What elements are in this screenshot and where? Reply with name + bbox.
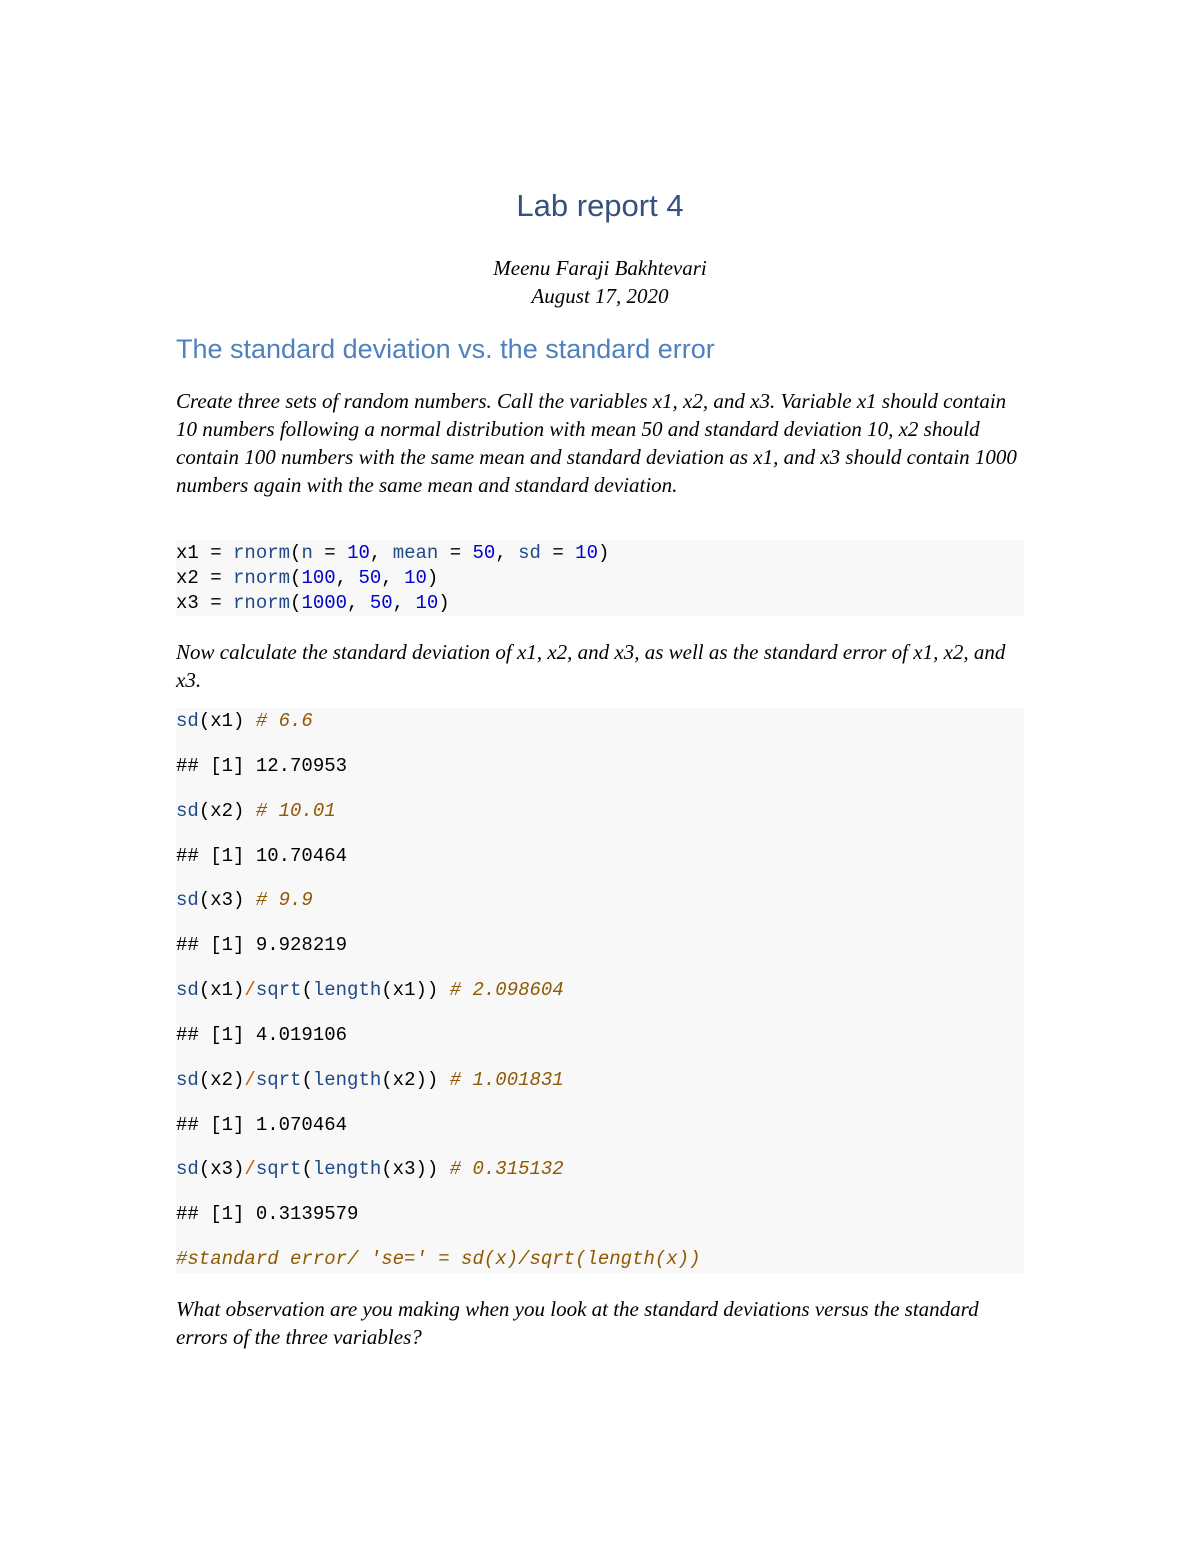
code-line-x3: x3 = rnorm(1000, 50, 10) <box>176 592 450 614</box>
code-line: sd(x1) # 6.6 <box>176 710 313 732</box>
output-line: ## [1] 9.928219 <box>176 934 348 956</box>
instruction-paragraph-1: Create three sets of random numbers. Call the variables x1, x2, and x3. Variable x1 should contain 10 numbers following a normal distribution with mean 50 and standard deviation 10, x2 should contain 100 numbers with the same mean and standard deviation as x1, and x3 should contain 1000 numbers again with the same mean and standard deviation. <box>176 389 1017 497</box>
document-title: Lab report 4 <box>516 188 684 223</box>
output-line: ## [1] 1.070464 <box>176 1114 348 1136</box>
output-line: ## [1] 4.019106 <box>176 1024 348 1046</box>
document-date: August 17, 2020 <box>531 284 669 308</box>
code-line: sd(x2)/sqrt(length(x2)) # 1.001831 <box>176 1069 564 1091</box>
code-line: sd(x2) # 10.01 <box>176 800 336 822</box>
code-line: sd(x3)/sqrt(length(x3)) # 0.315132 <box>176 1158 564 1180</box>
output-line: ## [1] 10.70464 <box>176 845 348 867</box>
code-line-x2: x2 = rnorm(100, 50, 10) <box>176 567 439 589</box>
code-line: sd(x3) # 9.9 <box>176 889 313 911</box>
output-line: ## [1] 12.70953 <box>176 755 348 777</box>
author-name: Meenu Faraji Bakhtevari <box>493 256 707 280</box>
section-heading: The standard deviation vs. the standard error <box>176 334 715 364</box>
comment-line: #standard error/ 'se=' = sd(x)/sqrt(length(x)) <box>176 1248 701 1270</box>
instruction-paragraph-2: Now calculate the standard deviation of x1, x2, and x3, as well as the standard error of x1, x2, and x3. <box>176 640 1006 692</box>
code-block-2 <box>176 708 1024 1273</box>
code-block-1 <box>176 540 1024 616</box>
code-line-x1: x1 = rnorm(n = 10, mean = 50, sd = 10) <box>176 542 610 564</box>
output-line: ## [1] 0.3139579 <box>176 1203 359 1225</box>
code-line: sd(x1)/sqrt(length(x1)) # 2.098604 <box>176 979 564 1001</box>
question-paragraph: What observation are you making when you look at the standard deviations versus the standard errors of the three variables? <box>176 1297 979 1349</box>
